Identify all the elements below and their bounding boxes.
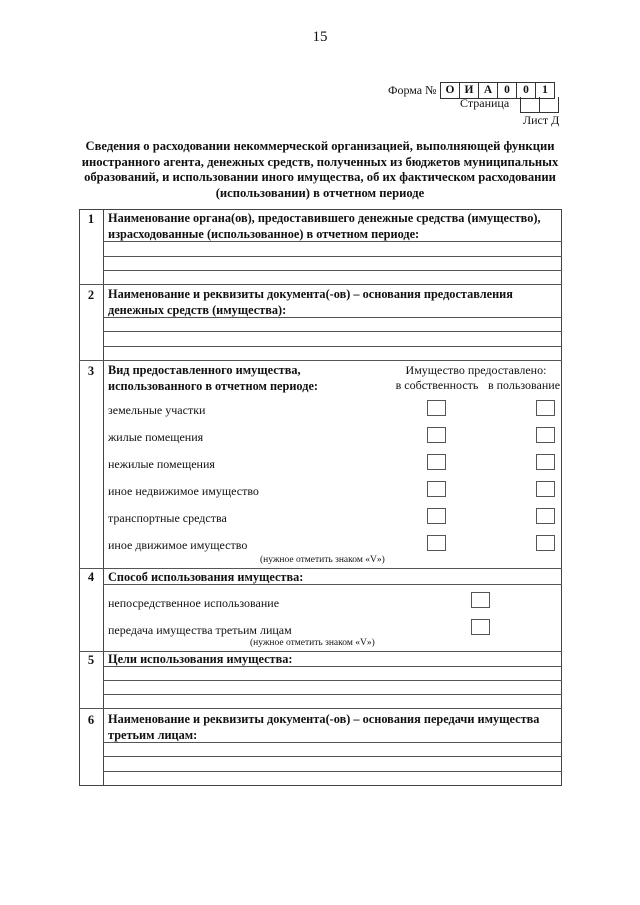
section-2-number: 2 [87, 288, 95, 302]
ownership-column-header: в собственность [395, 378, 479, 392]
other-realty-ownership-checkbox[interactable] [427, 481, 446, 497]
section-3-heading-line1: Вид предоставленного имущества, [108, 363, 301, 377]
section-6-heading-line2: третьим лицам: [108, 727, 198, 742]
other-movable-ownership-checkbox[interactable] [427, 535, 446, 551]
section-6-number: 6 [87, 713, 95, 727]
section-2-answer-line[interactable] [103, 346, 562, 347]
transfer-to-third-parties-checkbox[interactable] [471, 619, 490, 635]
use-column-header: в пользование [487, 378, 561, 392]
property-provided-header: Имущество предоставлено: [405, 363, 547, 377]
section-1-answer-line[interactable] [103, 256, 562, 257]
section-2-heading-line2: денежных средств (имущества): [108, 302, 287, 317]
other-movable-use-checkbox[interactable] [536, 535, 555, 551]
section-3-number: 3 [87, 364, 95, 378]
section-6-answer-line[interactable] [103, 756, 562, 757]
property-type-label: иное движимое имущество [108, 538, 248, 552]
nonresidential-ownership-checkbox[interactable] [427, 454, 446, 470]
section-1-heading-line2: израсходованные (использованное) в отчетном периоде: [108, 226, 420, 241]
usage-method-label: передача имущества третьим лицам [108, 623, 292, 637]
form-code-cell: И [460, 83, 479, 98]
form-code-cell: А [479, 83, 498, 98]
section-2-answer-line[interactable] [103, 331, 562, 332]
land-ownership-checkbox[interactable] [427, 400, 446, 416]
form-number-label: Форма № [388, 83, 437, 97]
section-5-answer-line[interactable] [103, 680, 562, 681]
other-realty-use-checkbox[interactable] [536, 481, 555, 497]
land-use-checkbox[interactable] [536, 400, 555, 416]
section-divider [79, 568, 562, 569]
section-3-heading-line2: использованного в отчетном периоде: [108, 378, 318, 393]
vehicles-use-checkbox[interactable] [536, 508, 555, 524]
number-column-divider [103, 209, 104, 786]
section-5-answer-line[interactable] [103, 694, 562, 695]
property-type-label: нежилые помещения [108, 457, 215, 471]
section-5-number: 5 [87, 653, 95, 667]
section-divider [79, 360, 562, 361]
section-3-note: (нужное отметить знаком «V») [260, 555, 385, 565]
section-1-number: 1 [87, 212, 95, 226]
residential-use-checkbox[interactable] [536, 427, 555, 443]
section-4-heading-underline [103, 584, 562, 585]
section-4-heading: Способ использования имущества: [108, 570, 304, 584]
section-4-note: (нужное отметить знаком «V») [250, 638, 375, 648]
property-type-label: иное недвижимое имущество [108, 484, 259, 498]
section-1-answer-line[interactable] [103, 241, 562, 242]
page-number-cell[interactable] [540, 97, 558, 112]
section-1-heading [108, 211, 541, 242]
form-code-cell: 1 [542, 84, 548, 96]
section-6-answer-line[interactable] [103, 742, 562, 743]
section-divider [79, 284, 562, 285]
section-6-heading [108, 712, 539, 743]
nonresidential-use-checkbox[interactable] [536, 454, 555, 470]
document-title: Сведения о расходовании некоммерческой организацией, выполняющей функции иностранного агента, денежных средств, полученных из бюджетов муниципальных образований, и использовании иного имущества, об их фактическом расходовании (использовании) в отчетном периоде [81, 139, 559, 200]
property-type-label: жилые помещения [108, 430, 204, 444]
page-number: 15 [312, 29, 328, 45]
section-5-answer-line[interactable] [103, 666, 562, 667]
direct-use-checkbox[interactable] [471, 592, 490, 608]
property-type-label: транспортные средства [108, 511, 227, 525]
section-3-heading [108, 363, 318, 394]
section-2-heading-line1: Наименование и реквизиты документа(-ов) – основания предоставления [108, 287, 513, 301]
page-number-cell[interactable] [521, 97, 540, 112]
form-code-cell: 0 [517, 83, 536, 98]
form-code-cell: 0 [498, 83, 517, 98]
section-5-heading: Цели использования имущества: [108, 652, 293, 666]
form-code-cell: О [441, 83, 460, 98]
section-2-answer-line[interactable] [103, 317, 562, 318]
section-4-number: 4 [87, 570, 95, 584]
vehicles-ownership-checkbox[interactable] [427, 508, 446, 524]
property-type-label: земельные участки [108, 403, 206, 417]
residential-ownership-checkbox[interactable] [427, 427, 446, 443]
section-divider [79, 708, 562, 709]
usage-method-label: непосредственное использование [108, 596, 280, 610]
page-label: Страница [460, 96, 510, 110]
page-number-field[interactable] [520, 97, 559, 113]
section-6-heading-line1: Наименование и реквизиты документа(-ов) – основания передачи имущества [108, 712, 540, 726]
section-1-heading-line1: Наименование органа(ов), предоставившего денежные средства (имущество), [108, 211, 541, 225]
section-1-answer-line[interactable] [103, 270, 562, 271]
section-2-heading [108, 287, 513, 318]
section-6-answer-line[interactable] [103, 771, 562, 772]
sheet-label: Лист Д [523, 113, 560, 127]
